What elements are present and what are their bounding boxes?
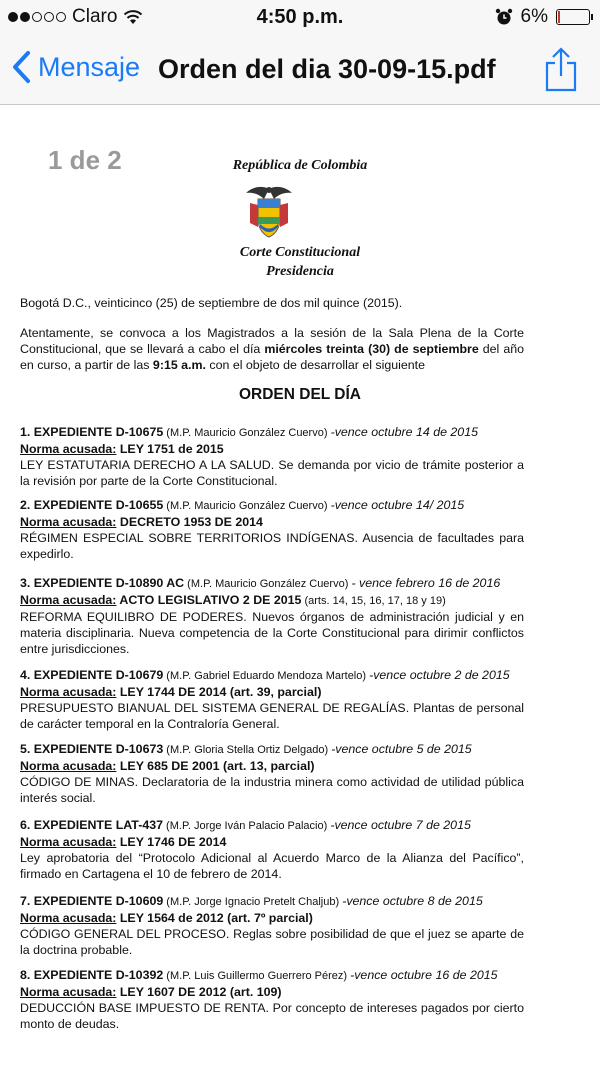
norma-acusada-value: ACTO LEGISLATIVO 2 DE 2015: [116, 593, 302, 607]
agenda-item: [20, 967, 524, 1032]
norma-acusada-label: Norma acusada:: [20, 759, 117, 773]
norma-acusada-label: Norma acusada:: [20, 985, 117, 999]
agenda-item-heading: [20, 575, 524, 592]
norma-acusada-label: Norma acusada:: [20, 515, 117, 529]
nav-bar: [0, 36, 600, 105]
agenda-item-description: CÓDIGO GENERAL DEL PROCESO. Reglas sobre posibilidad de que el juez se aparte de la doctrina probable.: [20, 927, 524, 957]
expediente-number: 8. EXPEDIENTE D-10392: [20, 968, 164, 982]
agenda-item: [20, 424, 524, 489]
magistrado-ponente: (M.P. Gloria Stella Ortiz Delgado): [163, 744, 332, 756]
vencimiento: -vence octubre 16 de 2015: [350, 968, 498, 982]
norma-acusada-label: Norma acusada:: [20, 835, 117, 849]
vencimiento: -vence octubre 14/ 2015: [330, 498, 465, 512]
agenda-item-description: REFORMA EQUILIBRO DE PODERES. Nuevos órganos de administración judicial y en materia disciplinaria. Nueva competencia de la Corte Constitucional para dirimir conflictos entre jurisdicciones.: [20, 610, 524, 656]
vencimiento: -vence octubre 8 de 2015: [342, 894, 483, 908]
agenda-item-heading: [20, 667, 524, 684]
expediente-number: 6. EXPEDIENTE LAT-437: [20, 818, 163, 832]
expediente-number: 1. EXPEDIENTE D-10675: [20, 425, 164, 439]
agenda-item-description: RÉGIMEN ESPECIAL SOBRE TERRITORIOS INDÍGENAS. Ausencia de facultades para expedirlo.: [20, 531, 524, 561]
norma-acusada-value: DECRETO 1953 DE 2014: [116, 515, 263, 529]
norma-acusada-value: LEY 1751 de 2015: [116, 442, 224, 456]
status-right: [495, 6, 590, 28]
expediente-number: 4. EXPEDIENTE D-10679: [20, 668, 164, 682]
agenda-item-heading: [20, 424, 524, 441]
expediente-number: 2. EXPEDIENTE D-10655: [20, 498, 164, 512]
norma-acusada: [20, 910, 524, 926]
status-time: 4:50 p.m.: [256, 6, 344, 28]
norma-acusada: [20, 441, 524, 457]
magistrado-ponente: (M.P. Luis Guillermo Guerrero Pérez): [163, 970, 351, 982]
orden-del-dia-title: ORDEN DEL DÍA: [238, 386, 361, 403]
battery-icon: [556, 9, 590, 25]
back-label: Mensaje: [38, 51, 141, 82]
agenda-item: [20, 817, 524, 882]
norma-acusada-value: LEY 1607 DE 2012 (art. 109): [116, 985, 282, 999]
pdf-page[interactable]: [0, 105, 600, 1068]
norma-acusada-label: Norma acusada:: [20, 685, 117, 699]
magistrado-ponente: (M.P. Jorge Iván Palacio Palacio): [163, 820, 331, 832]
magistrado-ponente: (M.P. Gabriel Eduardo Mendoza Martelo): [163, 670, 370, 682]
norma-acusada-value: LEY 1744 DE 2014 (art. 39, parcial): [116, 685, 322, 699]
agenda-item: [20, 741, 524, 806]
norma-acusada-value: LEY 1564 de 2012 (art. 7º parcial): [116, 911, 313, 925]
agenda-item-heading: [20, 817, 524, 834]
agenda-item-description: Ley aprobatoria del “Protocolo Adicional al Acuerdo Marco de la Alianza del Pacífico”, firmado en Cartagena el 10 de febrero de 2014.: [20, 851, 524, 881]
agenda-item-heading: [20, 967, 524, 984]
share-icon[interactable]: [544, 46, 578, 92]
header-presidencia: Presidencia: [266, 264, 334, 279]
magistrado-ponente: (M.P. Jorge Ignacio Pretelt Chaljub): [163, 896, 343, 908]
alarm-icon: [495, 8, 513, 26]
document-title: Orden del dia 30-09-15.pdf: [158, 54, 496, 84]
agenda-item-description: PRESUPUESTO BIANUAL DEL SISTEMA GENERAL DE REGALÍAS. Plantas de personal de carácter temporal en la Contraloría General.: [20, 701, 524, 731]
carrier-label: Claro: [72, 6, 118, 27]
expediente-number: 3. EXPEDIENTE D-10890 AC: [20, 576, 185, 590]
magistrado-ponente: (M.P. Mauricio González Cuervo): [184, 578, 352, 590]
norma-acusada: [20, 758, 524, 774]
agenda-item: [20, 497, 524, 562]
back-chevron-icon: [10, 50, 32, 84]
norma-acusada: [20, 592, 524, 609]
battery-fill: [558, 11, 560, 23]
coat-of-arms-icon: [244, 183, 294, 241]
norma-acusada: [20, 514, 524, 530]
norma-acusada: [20, 684, 524, 700]
date-line: Bogotá D.C., veinticinco (25) de septiembre de dos mil quince (2015).: [20, 296, 403, 310]
intro-paragraph: Atentamente, se convoca a los Magistrados a la sesión de la Sala Plena de la Corte Constitucional, que se llevará a cabo el día miércoles treinta (30) de septiembre del año en curso, a partir de las 9:15 a.m. con el objeto de desarrollar el siguiente: [20, 326, 524, 372]
norma-acusada-value: LEY 1746 DE 2014: [116, 835, 227, 849]
agenda-item: [20, 667, 524, 732]
norma-acusada: [20, 834, 524, 850]
battery-percent: 6%: [520, 6, 548, 27]
norma-acusada-articles: (arts. 14, 15, 16, 17, 18 y 19): [301, 595, 446, 607]
vencimiento: - vence febrero 16 de 2016: [351, 576, 501, 590]
agenda-item: [20, 575, 524, 657]
expediente-number: 5. EXPEDIENTE D-10673: [20, 742, 164, 756]
expediente-number: 7. EXPEDIENTE D-10609: [20, 894, 164, 908]
norma-acusada-label: Norma acusada:: [20, 593, 117, 607]
vencimiento: -vence octubre 7 de 2015: [330, 818, 471, 832]
norma-acusada-value: LEY 685 DE 2001 (art. 13, parcial): [116, 759, 315, 773]
norma-acusada-label: Norma acusada:: [20, 911, 117, 925]
magistrado-ponente: (M.P. Mauricio González Cuervo): [163, 500, 331, 512]
vencimiento: -vence octubre 5 de 2015: [331, 742, 472, 756]
norma-acusada-label: Norma acusada:: [20, 442, 117, 456]
magistrado-ponente: (M.P. Mauricio González Cuervo): [163, 427, 331, 439]
agenda-item-heading: [20, 497, 524, 514]
status-bar: [0, 0, 600, 36]
header-corte: Corte Constitucional: [239, 245, 361, 260]
agenda-item-heading: [20, 741, 524, 758]
back-button[interactable]: [10, 50, 140, 84]
agenda-item: [20, 893, 524, 958]
agenda-item-heading: [20, 893, 524, 910]
agenda-item-description: LEY ESTATUTARIA DERECHO A LA SALUD. Se demanda por vicio de trámite posterior a la revisión por parte de la Corte Constitucional.: [20, 458, 524, 488]
vencimiento: -vence octubre 14 de 2015: [330, 425, 478, 439]
header-republica: República de Colombia: [232, 158, 368, 173]
agenda-item-description: CÓDIGO DE MINAS. Declaratoria de la industria minera como actividad de utilidad pública interés social.: [20, 775, 524, 805]
norma-acusada: [20, 984, 524, 1000]
vencimiento: -vence octubre 2 de 2015: [369, 668, 510, 682]
agenda-item-description: DEDUCCIÓN BASE IMPUESTO DE RENTA. Por concepto de intereses pagados por cierto monto de deudas.: [20, 1001, 524, 1031]
page-indicator: 1 de 2: [48, 145, 122, 175]
